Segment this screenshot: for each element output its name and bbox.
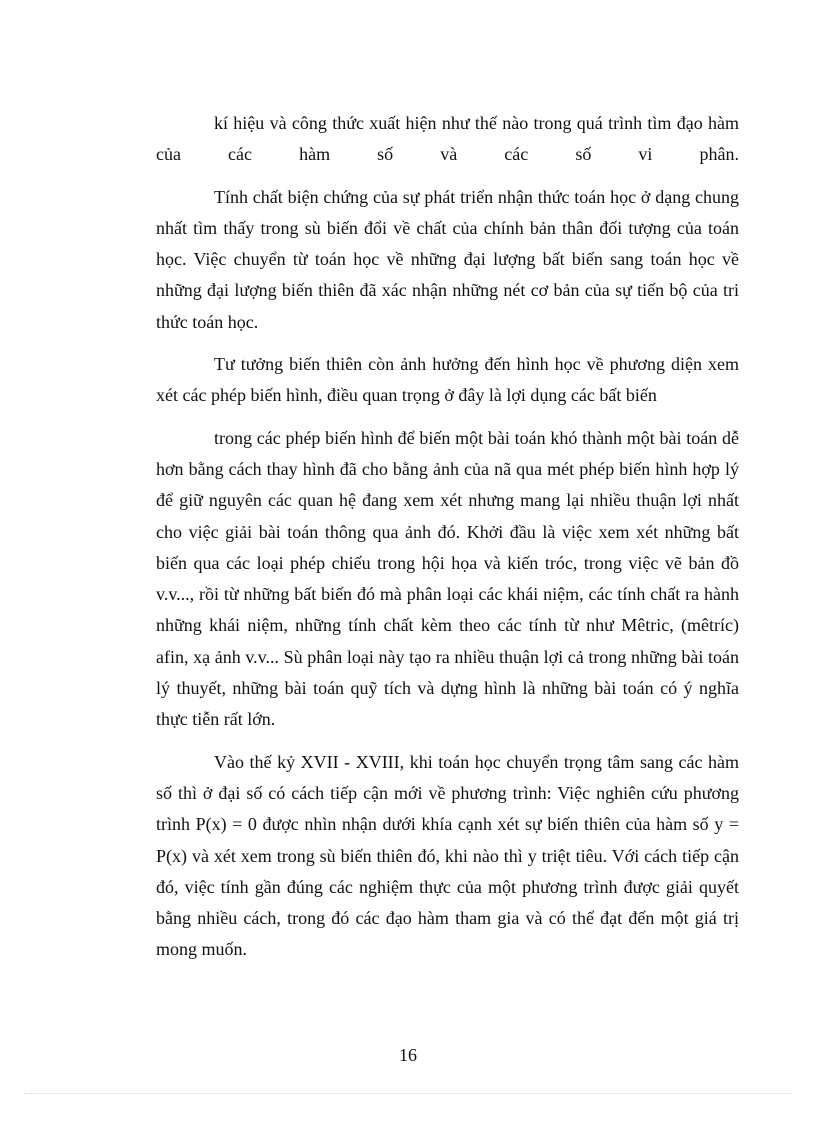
paragraph-3: Tư tưởng biến thiên còn ảnh hưởng đến hình học về phương diện xem xét các phép biến hình, điều quan trọng ở đây là lợi dụng các bất biến bbox=[156, 354, 739, 406]
paragraph-4: trong các phép biến hình để biến một bài toán khó thành một bài toán dễ hơn bằng cách thay hình đã cho bằng ảnh của nã qua mét phép biến hình hợp lý để giữ nguyên các quan hệ đang xem xét nhưng mang lại nhiều thuận lợi nhất cho việc giải bài toán thông qua ảnh đó. Khởi đầu là việc xem xét những bất biến qua các loại phép chiếu trong hội họa và kiến tróc, trong việc vẽ bản đồ v.v..., rồi từ những bất biến đó mà phân loại các khái niệm, các tính chất ra hành những khái niệm, những tính chất kèm theo các tính từ như Mêtric, (mêtríc) afin, xạ ảnh v.v... Sù phân loại này tạo ra nhiều thuận lợi cả trong những bài toán lý thuyết, những bài toán quỹ tích và dựng hình là những bài toán có ý nghĩa thực tiễn rất lớn. bbox=[156, 427, 739, 730]
paragraph-5: Vào thế kỷ XVII - XVIII, khi toán học chuyển trọng tâm sang các hàm số thì ở đại số có cách tiếp cận mới về phương trình: Việc nghiên cứu phương trình P(x) = 0 được nhìn nhận dưới khía cạnh xét sự biến thiên của hàm số y = P(x) và xét xem trong sù biến thiên đó, khi nào thì y triệt tiêu. Với cách tiếp cận đó, việc tính gần đúng các nghiệm thực của một phương trình được giải quyết bằng nhiều cách, trong đó các đạo hàm tham gia và có thể đạt đến một giá trị mong muốn. bbox=[156, 751, 739, 960]
page-number: 16 bbox=[399, 1045, 417, 1065]
page-body bbox=[156, 108, 739, 977]
page-bottom-divider bbox=[24, 1093, 792, 1094]
paragraph-1: kí hiệu và công thức xuất hiện như thế nào trong quá trình tìm đạo hàm của các hàm số và các số vi phân. bbox=[156, 113, 739, 165]
paragraph-2: Tính chất biện chứng của sự phát triển nhận thức toán học ở dạng chung nhất tìm thấy trong sù biến đổi về chất của chính bản thân đối tượng của toán học. Việc chuyển từ toán học về những đại lượng bất biến sang toán học về những đại lượng biến thiên đã xác nhận những nét cơ bản của sự tiến bộ của tri thức toán học. bbox=[156, 186, 739, 332]
